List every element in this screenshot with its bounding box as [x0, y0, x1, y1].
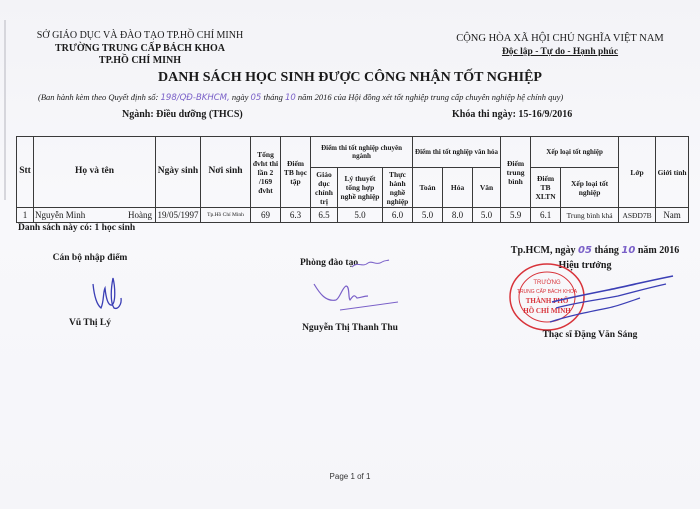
date-month-label: tháng	[591, 245, 622, 256]
signing-date	[490, 245, 700, 256]
cell-gender: Nam	[656, 208, 689, 223]
header-credits: Tổng đvht thi lần 2 /169 đvht	[251, 137, 281, 208]
stamp-line-4: HỒ CHÍ MINH	[523, 307, 571, 315]
cell-chemistry: 8.0	[443, 208, 473, 223]
principal-name: Thạc sĩ Đặng Văn Sáng	[542, 330, 638, 340]
training-office-title: Phòng đào tạo	[300, 258, 359, 268]
cell-stt: 1	[17, 208, 34, 223]
major-line: Ngành: Điều dưỡng (THCS)	[122, 109, 243, 120]
decree-prefix: (Ban hành kèm theo Quyết định số:	[38, 92, 161, 102]
header-gender: Giới tính	[656, 137, 689, 208]
country-name: CỘNG HÒA XÃ HỘI CHỦ NGHĨA VIỆT NAM	[456, 33, 664, 44]
stamp-line-1: TRƯỜNG	[533, 280, 561, 286]
cell-average: 5.9	[501, 208, 531, 223]
header-graduation-rank: Xếp loại tốt nghiệp	[531, 137, 619, 168]
cell-politics: 6.5	[311, 208, 338, 223]
table-row	[17, 208, 689, 223]
header-average: Điểm trung bình	[501, 137, 531, 208]
document-title: DANH SÁCH HỌC SINH ĐƯỢC CÔNG NHẬN TỐT NGHIỆP	[157, 70, 542, 85]
cell-class: ASĐD7B	[619, 208, 656, 223]
cell-literature: 5.0	[473, 208, 501, 223]
header-xltn-average: Điểm TB XLTN	[531, 168, 561, 208]
decree-day: 05	[250, 93, 262, 103]
stamp-line-2: TRUNG CẤP BÁCH KHOA	[516, 289, 578, 295]
school-name: TRƯỜNG TRUNG CẤP BÁCH KHOA	[54, 43, 225, 54]
decree-day-label: ngày	[229, 92, 251, 102]
page-footer: Page 1 of 1	[329, 472, 371, 481]
entry-officer-name: Vũ Thị Lý	[68, 318, 112, 328]
cell-first-name: Nguyễn Minh	[35, 209, 86, 220]
cell-practice: 6.0	[383, 208, 413, 223]
decree-suffix: năm 2016 của Hội đồng xét tốt nghiệp trung cấp chuyên nghiệp hệ chính quy)	[295, 92, 564, 102]
header-practice: Thực hành nghề nghiệp	[383, 168, 413, 208]
agency-name: SỞ GIÁO DỤC VÀ ĐÀO TẠO TP.HỒ CHÍ MINH	[36, 30, 244, 41]
cell-name	[34, 208, 156, 223]
school-city: TP.HỒ CHÍ MINH	[98, 55, 182, 66]
date-prefix: Tp.HCM, ngày	[510, 245, 579, 256]
decree-line	[38, 92, 563, 103]
signature-principal-icon	[548, 272, 678, 327]
cell-math: 5.0	[413, 208, 443, 223]
cell-last-name: Hoàng	[128, 209, 152, 220]
header-math: Toán	[413, 168, 443, 208]
decree-month: 10	[284, 93, 296, 103]
stamp-line-3: THÀNH PHỐ	[525, 297, 569, 305]
entry-officer-title: Cán bộ nhập điểm	[52, 253, 128, 263]
student-count: Danh sách này có: 1 học sinh	[18, 223, 136, 233]
header-chemistry: Hóa	[443, 168, 473, 208]
header-culture-exam: Điểm thi tốt nghiệp văn hóa	[413, 137, 501, 168]
signature-entry-officer-icon	[88, 272, 128, 317]
cell-birthplace: Tp.Hồ Chí Minh	[201, 208, 251, 223]
cell-gpa: 6.3	[281, 208, 311, 223]
date-day: 05	[578, 245, 592, 256]
date-suffix: năm 2016	[635, 245, 680, 256]
header-major-exam: Điểm thi tốt nghiệp chuyên ngành	[311, 137, 413, 168]
header-stt: Stt	[17, 137, 34, 208]
cell-dob: 19/05/1997	[156, 208, 201, 223]
signature-training-office-icon	[310, 280, 400, 315]
decree-month-label: tháng	[261, 92, 285, 102]
header-gpa: Điểm TB học tập	[281, 137, 311, 208]
header-theory: Lý thuyết tổng hợp nghề nghiệp	[338, 168, 383, 208]
date-month: 10	[621, 245, 636, 256]
cell-rank: Trung bình khá	[561, 208, 619, 223]
cell-xltn-average: 6.1	[531, 208, 561, 223]
cell-credits: 69	[251, 208, 281, 223]
cell-theory: 5.0	[338, 208, 383, 223]
header-dob: Ngày sinh	[156, 137, 201, 208]
principal-title: Hiệu trưởng	[558, 260, 612, 271]
training-office-name: Nguyễn Thị Thanh Thu	[302, 323, 398, 333]
decree-number: 198/QĐ-BKHCM,	[160, 93, 230, 103]
header-literature: Văn	[473, 168, 501, 208]
header-politics: Giáo dục chính trị	[311, 168, 338, 208]
initial-scribble-icon	[350, 258, 390, 270]
header-name: Họ và tên	[34, 137, 156, 208]
header-rank: Xếp loại tốt nghiệp	[561, 168, 619, 208]
header-class: Lớp	[619, 137, 656, 208]
national-motto: Độc lập - Tự do - Hạnh phúc	[501, 47, 619, 57]
scan-edge	[4, 20, 6, 200]
header-birthplace: Nơi sinh	[201, 137, 251, 208]
exam-date: Khóa thi ngày: 15-16/9/2016	[452, 109, 573, 120]
graduates-table	[16, 136, 689, 223]
